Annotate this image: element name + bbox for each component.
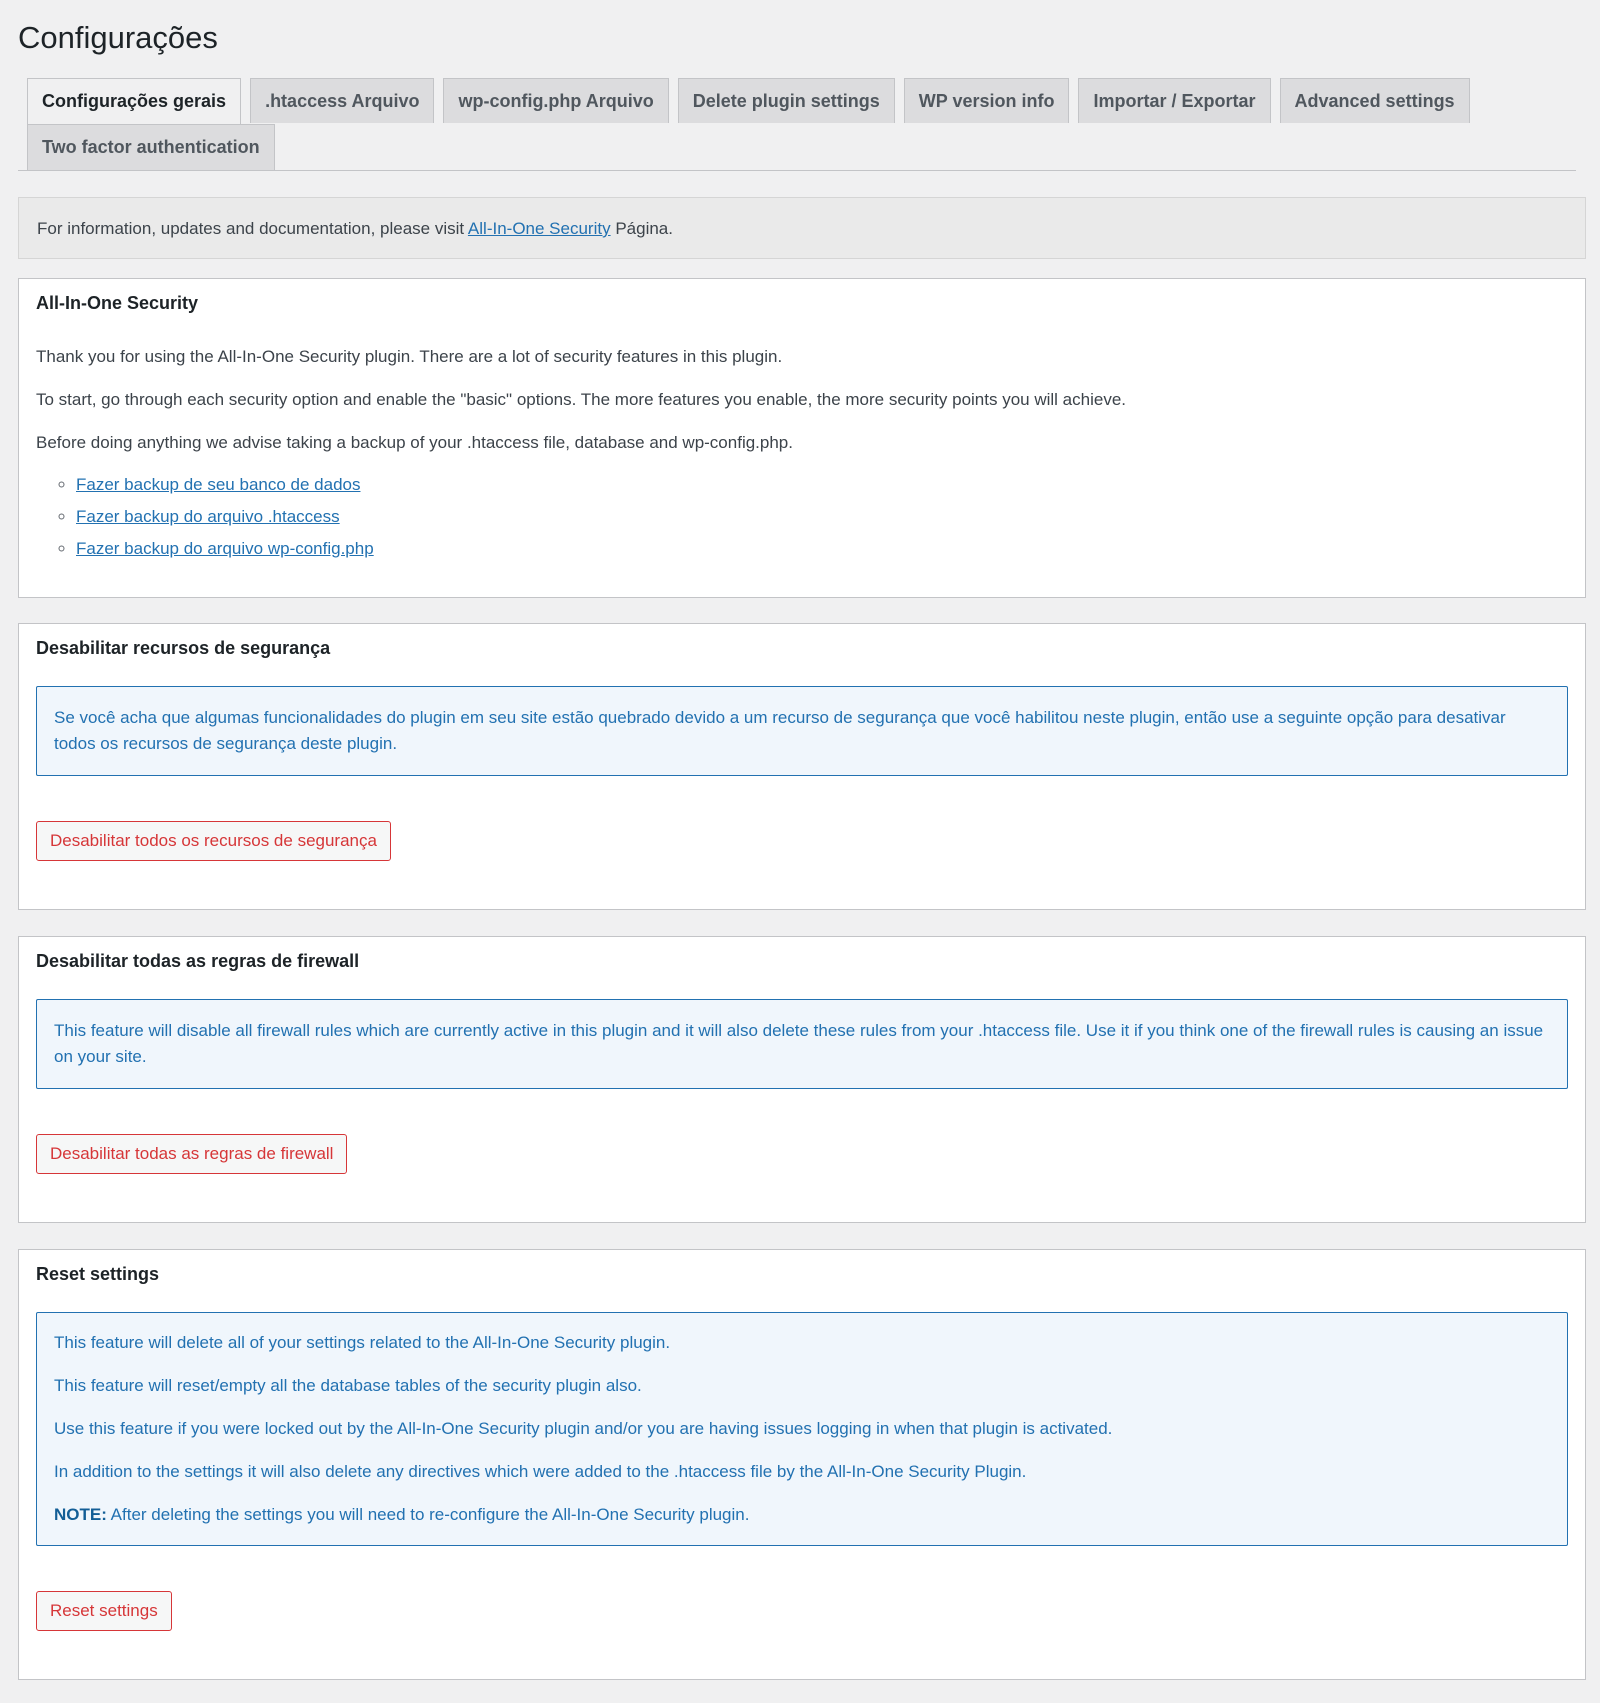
intro-box (18, 278, 1586, 598)
disable-firewall-title: Desabilitar todas as regras de firewall (36, 951, 360, 971)
notice-text: Se você acha que algumas funcionalidades do plugin em seu site estão quebrado devido a um recurso de segurança que você habilitou neste plugin, então use a seguinte opção para desativar todos os recursos de segurança deste plugin. (54, 708, 1506, 753)
info-bar-suffix: Página. (610, 219, 673, 238)
backup-database-link[interactable]: Fazer backup de seu banco de dados (76, 475, 361, 494)
page-title: Configurações (18, 20, 218, 55)
tab-import-export[interactable]: Importar / Exportar (1078, 78, 1270, 123)
intro-paragraph: Thank you for using the All-In-One Security plugin. There are a lot of security features in this plugin. (36, 347, 783, 366)
tab-general-settings[interactable]: Configurações gerais (27, 78, 241, 125)
tab-delete-plugin-settings[interactable]: Delete plugin settings (678, 78, 895, 123)
disable-firewall-notice (36, 999, 1568, 1089)
settings-tabs (18, 78, 1576, 171)
notice-line: Use this feature if you were locked out by the All-In-One Security plugin and/or you are having issues logging in when that plugin is activated. (54, 1419, 1113, 1438)
list-item (76, 537, 1568, 561)
reset-settings-notice (36, 1312, 1568, 1546)
disable-firewall-rules-button[interactable]: Desabilitar todas as regras de firewall (36, 1134, 347, 1174)
tab-two-factor-authentication[interactable]: Two factor authentication (27, 124, 275, 170)
plugin-page-link[interactable]: All-In-One Security (467, 219, 611, 238)
tab-htaccess-file[interactable]: .htaccess Arquivo (250, 78, 434, 123)
notice-text: This feature will disable all firewall rules which are currently active in this plugin and it will also delete these rules from your .htaccess file. Use it if you think one of the firewall rules is causing an issue on your site. (54, 1021, 1544, 1066)
reset-settings-title: Reset settings (36, 1264, 160, 1284)
note-text: After deleting the settings you will need to re-configure the All-In-One Security plugin. (106, 1505, 750, 1524)
notice-line: This feature will reset/empty all the database tables of the security plugin also. (54, 1376, 642, 1395)
tab-advanced-settings[interactable]: Advanced settings (1280, 78, 1470, 123)
backup-htaccess-link[interactable]: Fazer backup do arquivo .htaccess (76, 507, 340, 526)
disable-firewall-box (18, 936, 1586, 1223)
intro-paragraph: To start, go through each security option and enable the "basic" options. The more features you enable, the more security points you will achieve. (36, 390, 1126, 409)
list-item (76, 473, 1568, 497)
disable-features-box (18, 623, 1586, 910)
info-bar-prefix: For information, updates and documentation, please visit (37, 219, 468, 238)
backup-links-list (36, 473, 1568, 597)
tab-wp-config-file[interactable]: wp-config.php Arquivo (443, 78, 668, 123)
disable-features-title: Desabilitar recursos de segurança (36, 638, 331, 658)
reset-settings-button[interactable]: Reset settings (36, 1591, 172, 1631)
disable-features-notice (36, 686, 1568, 776)
reset-settings-box (18, 1249, 1586, 1680)
notice-line: In addition to the settings it will also delete any directives which were added to the .htaccess file by the All-In-One Security Plugin. (54, 1462, 1027, 1481)
notice-line (54, 1503, 1550, 1527)
backup-wp-config-link[interactable]: Fazer backup do arquivo wp-config.php (76, 539, 374, 558)
notice-line: This feature will delete all of your settings related to the All-In-One Security plugin. (54, 1333, 671, 1352)
disable-all-features-button[interactable]: Desabilitar todos os recursos de segurança (36, 821, 391, 861)
intro-paragraph: Before doing anything we advise taking a backup of your .htaccess file, database and wp-config.php. (36, 433, 793, 452)
list-item (76, 505, 1568, 529)
info-bar (18, 197, 1586, 259)
tab-wp-version-info[interactable]: WP version info (904, 78, 1070, 123)
note-label: NOTE: (54, 1505, 107, 1524)
intro-box-title: All-In-One Security (36, 293, 199, 313)
